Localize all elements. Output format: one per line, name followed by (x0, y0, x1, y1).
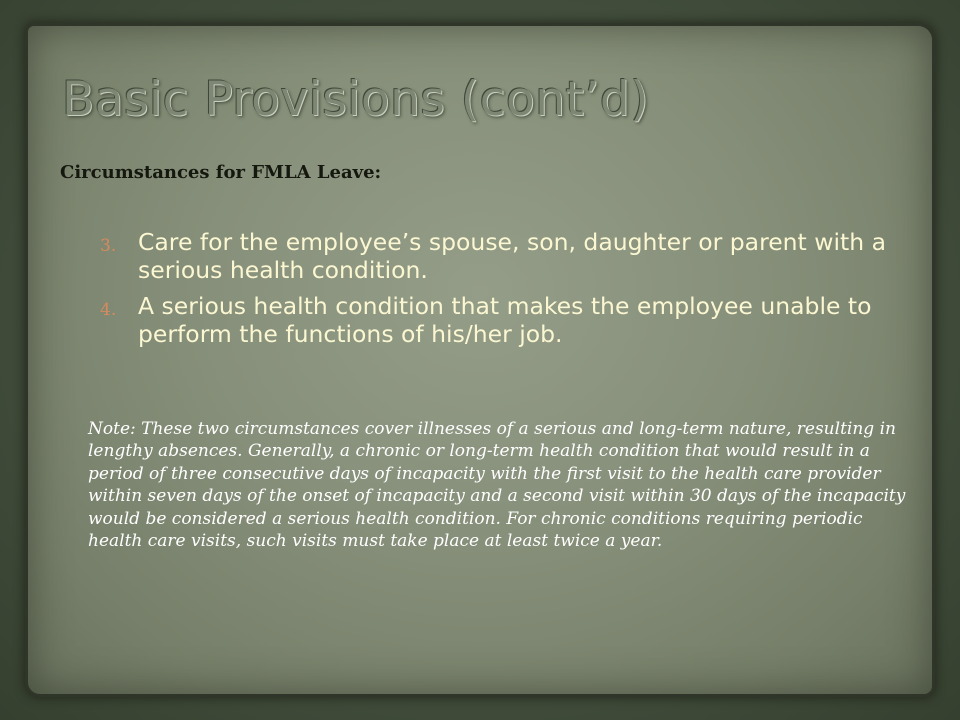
subheading: Circumstances for FMLA Leave: (60, 162, 382, 183)
circumstances-list (100, 228, 900, 356)
slide-title: Basic Provisions (cont’d) (62, 72, 650, 127)
list-item (100, 292, 900, 348)
list-item-number: 3. (100, 236, 117, 256)
list-item-number: 4. (100, 300, 117, 320)
list-item (100, 228, 900, 284)
list-item-text: A serious health condition that makes the employee unable to perform the functions of his/her job. (138, 292, 872, 348)
note-text: Note: These two circumstances cover illnesses of a serious and long-term nature, resulting in lengthy absences. Generally, a chronic or long-term health condition that would result in a period of three consecutive days of incapacity with the first visit to the health care provider within seven days of the onset of incapacity and a second visit within 30 days of the incapacity would be considered a serious health condition. For chronic conditions requiring periodic health care visits, such visits must take place at least twice a year. (88, 419, 906, 552)
list-item-text: Care for the employee’s spouse, son, daughter or parent with a serious health condition. (138, 228, 886, 284)
